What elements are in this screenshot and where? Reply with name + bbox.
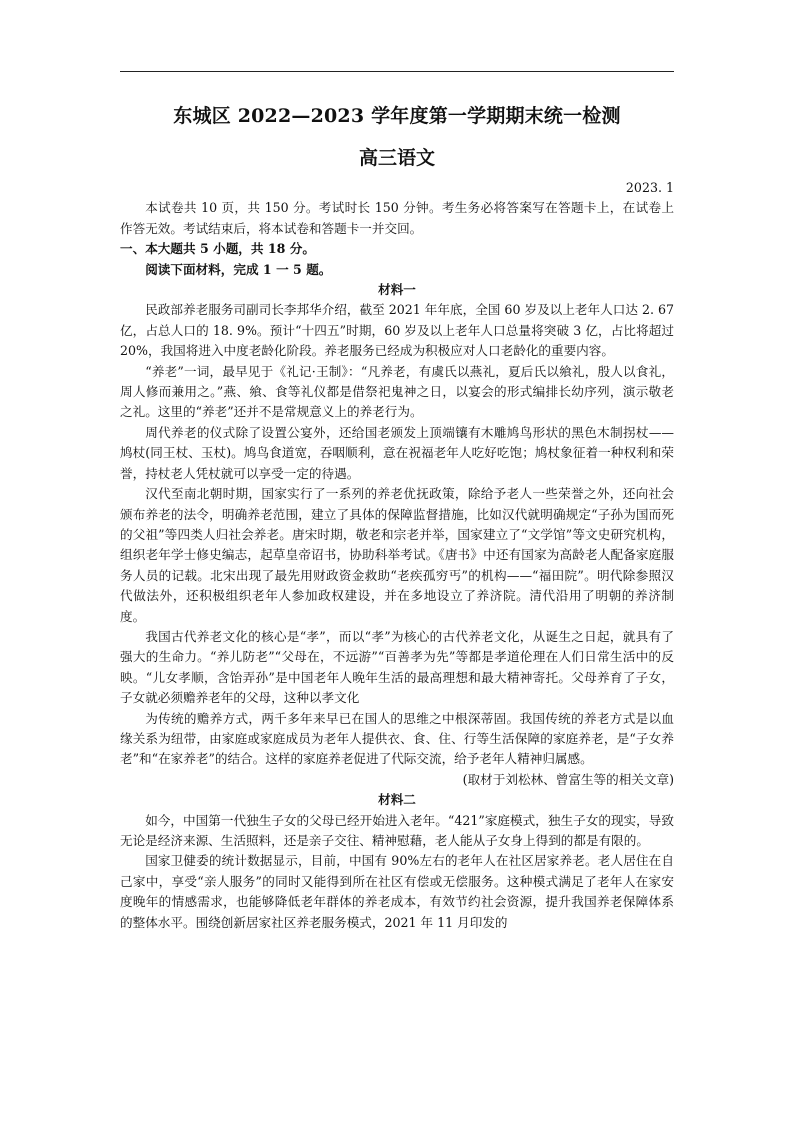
exam-instructions: 本试卷共 10 页，共 150 分。考试时长 150 分钟。考生务必将答案写在答题卡上，在试卷上作答无效。考试结束后，将本试卷和答题卡一并交回。 bbox=[120, 200, 674, 236]
reading-prompt: 阅读下面材料，完成 1 一 5 题。 bbox=[145, 261, 332, 277]
exam-title: 东城区 2022—2023 学年度第一学期期末统一检测 bbox=[173, 105, 621, 127]
paragraph: 周代养老的仪式除了设置公宴外，还给国老颁发上顶端镶有木雕鸠鸟形状的黑色木制拐杖——鸠杖(同王杖、玉杖)。鸠鸟食道宽，吞咽顺利，意在祝福老年人吃好吃饱；鸠杖象征着一种权利和荣誉，持杖老人凭杖就可以享受一定的待遇。 bbox=[120, 424, 674, 481]
paragraph: 国家卫健委的统计数据显示，目前，中国有 90%左右的老年人在社区居家养老。老人居住在自己家中，享受“亲人服务”的同时又能得到所在社区有偿或无偿服务。这种模式满足了老年人在家安度晚年的情感需求，也能够降低老年群体的养老成本，有效节约社会资源，提升我国养老保障体系的整体水平。围绕创新居家社区养老服务模式，2021 年 11 月印发的 bbox=[120, 853, 674, 930]
paragraph: 民政部养老服务司副司长李邦华介绍，截至 2021 年年底，全国 60 岁及以上老年人口达 2. 67 亿，占总人口的 18. 9%。预计“十四五”时期，60 岁及以上老年人口总量将突破 3 亿，占比将超过 20%，我国将进入中度老龄化阶段。养老服务已经成为积极应对人口老龄化的重要内容。 bbox=[120, 302, 674, 359]
paragraph: 如今，中国第一代独生子女的父母已经开始进入老年。“421”家庭模式，独生子女的现实，导致无论是经济来源、生活照料，还是亲子交往、精神慰藉，老人能从子女身上得到的都是有限的。 bbox=[120, 812, 674, 848]
paragraph: 汉代至南北朝时期，国家实行了一系列的养老优抚政策，除给予老人一些荣誉之外，还向社会颁布养老的法令，明确养老范围，建立了具体的保障监督措施，比如汉代就明确规定“子孙为国而死的父祖”等四类人归社会养老。唐宋时期，敬老和宗老并举，国家建立了“文学馆”等文史研究机构，组织老年学士修史编志，起草皇帝诏书，协助科举考试。《唐书》中还有国家为高龄老人配备家庭服务人员的记载。北宋出现了最先用财政资金救助“老疾孤穷丐”的机构——“福田院”。明代除参照汉代做法外，还积极组织老年人参加政权建设，并在多地设立了养济院。清代沿用了明朝的养济制度。 bbox=[120, 486, 674, 624]
source-citation: (取材于刘松林、曾富生等的相关文章) bbox=[462, 771, 674, 787]
exam-subject: 高三语文 bbox=[358, 147, 435, 169]
paragraph: 为传统的赡养方式，两千多年来早已在国人的思维之中根深蒂固。我国传统的养老方式是以血缘关系为纽带，由家庭或家庭成员为老年人提供衣、食、住、行等生活保障的家庭养老，是“子女养老”和“在家养老”的结合。这样的家庭养老促进了代际交流，给予老年人精神归属感。 bbox=[120, 710, 674, 767]
header-rule bbox=[120, 71, 674, 72]
material-one-heading: 材料一 bbox=[378, 282, 416, 298]
exam-date: 2023. 1 bbox=[625, 180, 674, 195]
paragraph: 我国古代养老文化的核心是“孝”，而以“孝”为核心的古代养老文化，从诞生之日起，就具有了强大的生命力。“养儿防老”“父母在，不远游”“百善孝为先”等都是孝道伦理在人们日常生活中的反映。“儿女孝顺，含饴弄孙”是中国老年人晚年生活的最高理想和最大精神寄托。父母养育了子女，子女就必须赡养老年的父母，这种以孝文化 bbox=[120, 628, 674, 706]
document-body bbox=[120, 178, 674, 933]
section-heading: 一、本大题共 5 小题，共 18 分。 bbox=[120, 241, 315, 257]
material-two-heading: 材料二 bbox=[378, 792, 416, 808]
paragraph: “养老”一词，最早见于《礼记·王制》：“凡养老，有虞氏以燕礼，夏后氏以飨礼，殷人以食礼，周人修而兼用之。”燕、飨、食等礼仪都是借祭祀鬼神之日，以宴会的形式编排长幼序列，演示敬老之礼。这里的“养老”还并不是常规意义上的养老行为。 bbox=[120, 363, 674, 420]
